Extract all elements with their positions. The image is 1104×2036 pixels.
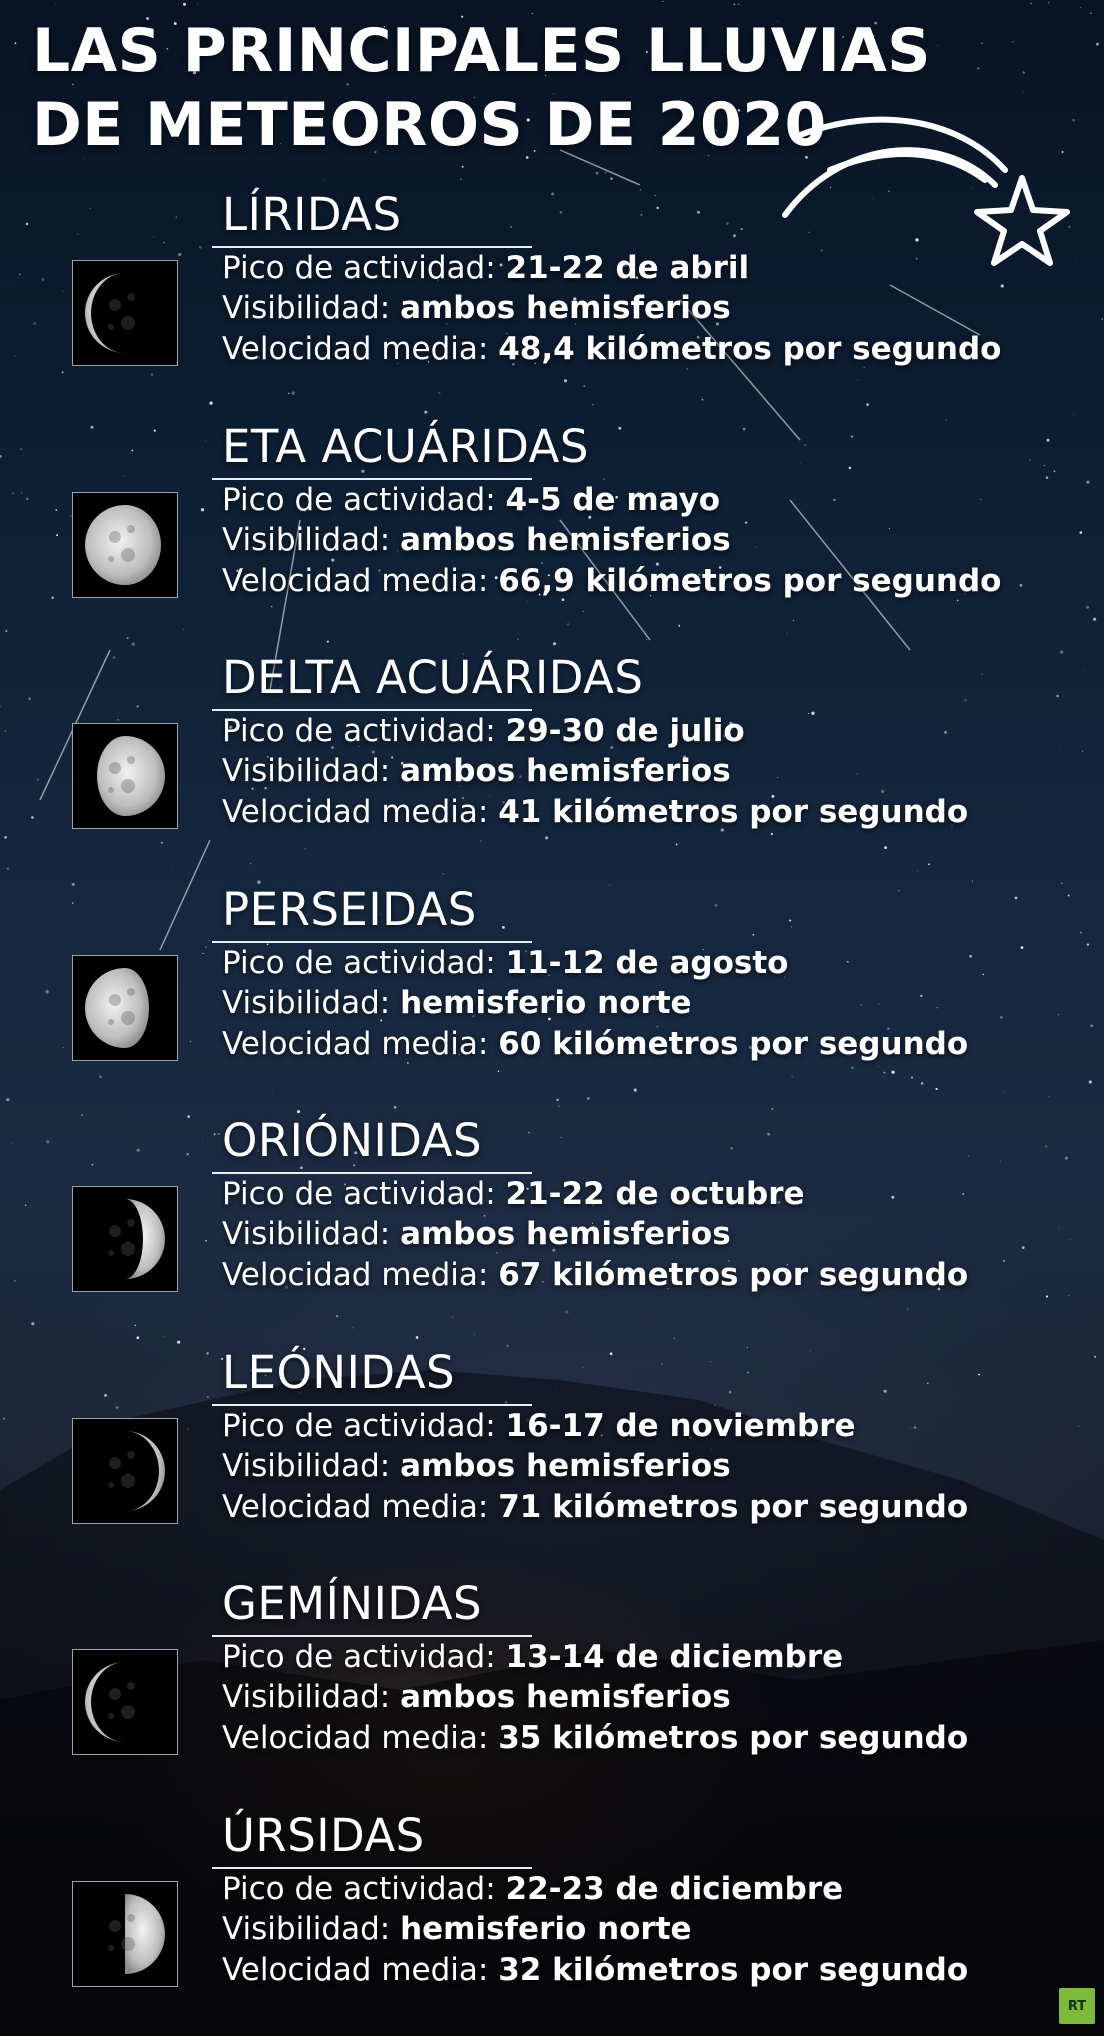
speed-line — [222, 1024, 968, 1064]
visibility-label: Visibilidad: — [222, 521, 391, 558]
meteor-shower-item — [0, 1809, 1104, 2029]
speed-line — [222, 1950, 968, 1990]
moon-phase-icon — [72, 260, 178, 366]
visibility-label: Visibilidad: — [222, 984, 391, 1021]
peak-activity-line — [222, 480, 720, 520]
peak-label: Pico de actividad: — [222, 481, 496, 518]
visibility-value: ambos hemisferios — [400, 1679, 731, 1715]
peak-label: Pico de actividad: — [222, 1407, 496, 1444]
peak-label: Pico de actividad: — [222, 1870, 496, 1907]
speed-line — [222, 329, 1001, 369]
moon-phase-icon — [72, 1418, 178, 1524]
meteor-shower-item — [0, 1346, 1104, 1566]
meteor-shower-item — [0, 420, 1104, 640]
peak-activity-line — [222, 1869, 843, 1909]
visibility-line — [222, 751, 731, 791]
moon-phase-icon — [72, 1186, 178, 1292]
peak-value: 21-22 de octubre — [505, 1176, 805, 1212]
meteor-shower-item — [0, 188, 1104, 408]
visibility-label: Visibilidad: — [222, 1679, 391, 1715]
visibility-value: ambos hemisferios — [400, 290, 731, 326]
shower-name: GEMÍNIDAS — [222, 1577, 483, 1630]
peak-value: 13-14 de diciembre — [505, 1639, 844, 1675]
peak-activity-line — [222, 1174, 805, 1214]
speed-value: 41 kilómetros por segundo — [498, 794, 969, 830]
peak-label: Pico de actividad: — [222, 713, 496, 749]
shower-name: ORIÓNIDAS — [222, 1114, 483, 1167]
peak-activity-line — [222, 248, 749, 288]
peak-value: 16-17 de noviembre — [505, 1407, 856, 1444]
speed-label: Velocidad media: — [222, 1951, 489, 1988]
shower-name: DELTA ACUÁRIDAS — [222, 651, 644, 704]
speed-label: Velocidad media: — [222, 1720, 489, 1756]
speed-value: 35 kilómetros por segundo — [498, 1720, 969, 1756]
meteor-shower-item — [0, 883, 1104, 1103]
visibility-line — [222, 983, 692, 1023]
speed-label: Velocidad media: — [222, 1488, 489, 1525]
moon-phase-icon — [72, 723, 178, 829]
peak-activity-line — [222, 711, 745, 751]
peak-label: Pico de actividad: — [222, 944, 496, 981]
peak-value: 4-5 de mayo — [505, 481, 721, 518]
visibility-value: hemisferio norte — [400, 1910, 692, 1947]
speed-label: Velocidad media: — [222, 1025, 489, 1062]
shower-name: LEÓNIDAS — [222, 1345, 456, 1399]
moon-phase-icon — [72, 955, 178, 1061]
moon-phase-icon — [72, 492, 178, 598]
moon-phase-icon — [72, 1649, 178, 1755]
meteor-shower-item — [0, 651, 1104, 871]
shower-name: PERSEIDAS — [222, 882, 477, 936]
visibility-line — [222, 1909, 692, 1949]
peak-value: 11-12 de agosto — [505, 944, 789, 981]
shower-name: ETA ACUÁRIDAS — [222, 419, 589, 473]
visibility-label: Visibilidad: — [222, 1910, 391, 1947]
speed-value: 60 kilómetros por segundo — [498, 1025, 969, 1062]
visibility-line — [222, 1214, 731, 1254]
shower-name: LÍRIDAS — [222, 188, 402, 241]
meteor-shower-item — [0, 1577, 1104, 1797]
visibility-value: ambos hemisferios — [400, 753, 731, 789]
visibility-line — [222, 520, 731, 560]
peak-value: 21-22 de abril — [505, 250, 750, 286]
visibility-label: Visibilidad: — [222, 1447, 391, 1484]
speed-value: 67 kilómetros por segundo — [498, 1257, 969, 1293]
moon-phase-icon — [72, 1881, 178, 1987]
speed-line — [222, 561, 1001, 601]
peak-value: 29-30 de julio — [505, 713, 745, 749]
speed-value: 71 kilómetros por segundo — [498, 1488, 969, 1525]
visibility-value: ambos hemisferios — [400, 521, 731, 558]
speed-value: 48,4 kilómetros por segundo — [498, 331, 1002, 367]
title-line-2: DE METEOROS DE 2020 — [32, 90, 827, 160]
shower-name: ÚRSIDAS — [222, 1808, 425, 1862]
speed-line — [222, 792, 968, 832]
visibility-line — [222, 1677, 731, 1717]
speed-label: Velocidad media: — [222, 794, 489, 830]
visibility-label: Visibilidad: — [222, 753, 391, 789]
visibility-line — [222, 288, 731, 328]
speed-label: Velocidad media: — [222, 1257, 489, 1293]
title-line-1: LAS PRINCIPALES LLUVIAS — [32, 16, 932, 86]
speed-line — [222, 1718, 968, 1758]
peak-activity-line — [222, 1406, 856, 1446]
peak-label: Pico de actividad: — [222, 1176, 496, 1212]
speed-line — [222, 1487, 968, 1527]
rt-logo: RT — [1059, 1988, 1095, 2024]
speed-label: Velocidad media: — [222, 331, 489, 367]
visibility-value: ambos hemisferios — [400, 1447, 731, 1484]
speed-line — [222, 1255, 968, 1295]
meteor-shower-item — [0, 1114, 1104, 1334]
visibility-value: ambos hemisferios — [400, 1216, 731, 1252]
peak-label: Pico de actividad: — [222, 250, 496, 286]
speed-value: 32 kilómetros por segundo — [498, 1951, 969, 1988]
peak-label: Pico de actividad: — [222, 1639, 496, 1675]
visibility-label: Visibilidad: — [222, 290, 391, 326]
speed-value: 66,9 kilómetros por segundo — [498, 562, 1002, 599]
peak-activity-line — [222, 1637, 843, 1677]
visibility-label: Visibilidad: — [222, 1216, 391, 1252]
peak-activity-line — [222, 943, 788, 983]
speed-label: Velocidad media: — [222, 562, 489, 599]
peak-value: 22-23 de diciembre — [505, 1870, 844, 1907]
visibility-value: hemisferio norte — [400, 984, 692, 1021]
visibility-line — [222, 1446, 731, 1486]
